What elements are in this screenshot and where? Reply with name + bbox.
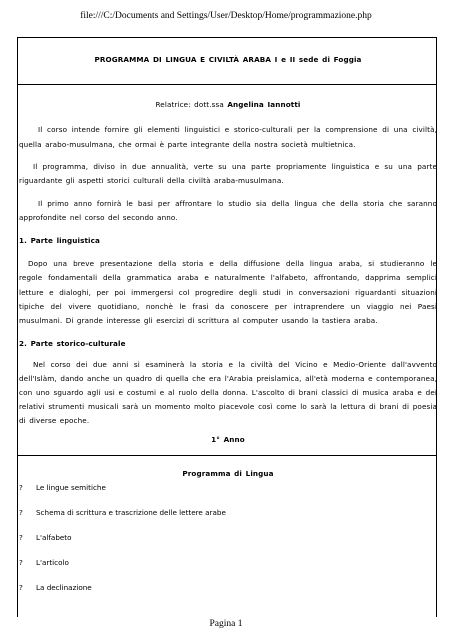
list-item-label: L'articolo [36,558,69,567]
list-item-label: La declinazione [36,583,92,592]
paragraph-line: riguardante gli aspetti storici culturali della civiltà araba-musulmana. [19,176,284,185]
paragraph-line: Il primo anno fornirà le basi per affrontare lo studio sia della lingua che della storia che saranno [38,199,437,208]
browser-print-header: file:///C:/Documents and Settings/User/Desktop/Home/programmazione.php [80,11,372,21]
list-item-label: Schema di scrittura e trascrizione delle lettere arabe [36,508,226,517]
paragraph-line: con uno sguardo agli usi e costumi e al ruolo della donna. L'ascolto di brani classici di musica araba e dei [19,388,437,397]
paragraph-line: tipiche del vivere quotidiano, nonchè le frasi da conoscere per intraprendere un viaggio nei Paesi [19,302,437,311]
bullet-glyph: ? [19,508,23,517]
relatrice-name: Angelina Iannotti [227,100,301,109]
document-title: PROGRAMMA DI LINGUA E CIVILTÀ ARABA I e II sede di Foggia [94,55,362,64]
divider [17,84,437,85]
paragraph-line: relativi strumenti musicali sarà un momento molto piacevole così come lo sarà la lettura di brani di poesia [19,402,437,411]
paragraph-line: Il corso intende fornire gli elementi linguistici e storico-culturali per la comprensione di una civiltà, [38,125,437,134]
paragraph-line: dell'Islàm, dando anche un quadro di quella che era l'Arabia preislamica, all'età moderna e contemporanea, [19,374,437,383]
bullet-glyph: ? [19,483,23,492]
page-number: Pagina 1 [209,619,243,629]
divider [17,455,437,456]
relatrice-label: Relatrice: dott.ssa [155,100,224,109]
bullet-glyph: ? [19,583,23,592]
section-heading-storico: 2. Parte storico-culturale [19,339,126,348]
bullet-glyph: ? [19,558,23,567]
section-heading-linguistica: 1. Parte linguistica [19,236,100,245]
paragraph-line: regole fondamentali della grammatica araba e naturalmente l'alfabeto, affrontando, dapprima semplici [19,273,437,282]
list-item-label: Le lingue semitiche [36,483,106,492]
paragraph-line: approfondite nel corso del secondo anno. [19,213,178,222]
paragraph-line: musulmani. Di grande interesse gli esercizi di scrittura al computer usando la tastiera araba. [19,316,378,325]
year-heading: 1° Anno [211,435,245,444]
paragraph-line: Il programma, diviso in due annualità, verte su una parte propriamente linguistica e su una parte [33,162,437,171]
paragraph-line: Dopo una breve presentazione della storia e della diffusione della lingua araba, si studieranno le [28,259,437,268]
relatrice-line [19,97,437,113]
list-item-label: L'alfabeto [36,533,72,542]
bullet-glyph: ? [19,533,23,542]
paragraph-line: Nel corso dei due anni si esaminerà la storia e la civiltà del Vicino e Medio-Oriente dall'avvento [33,360,437,369]
programma-heading: Programma di Lingua [182,469,274,478]
paragraph-line: letture e dialoghi, per poi immergersi col progredire degli studi in conversazioni riguardanti situazioni [19,288,437,297]
paragraph-line: di diverse epoche. [19,416,90,425]
paragraph-line: quella arabo-musulmana, che ormai è parte integrante della nostra società multietnica. [19,140,356,149]
